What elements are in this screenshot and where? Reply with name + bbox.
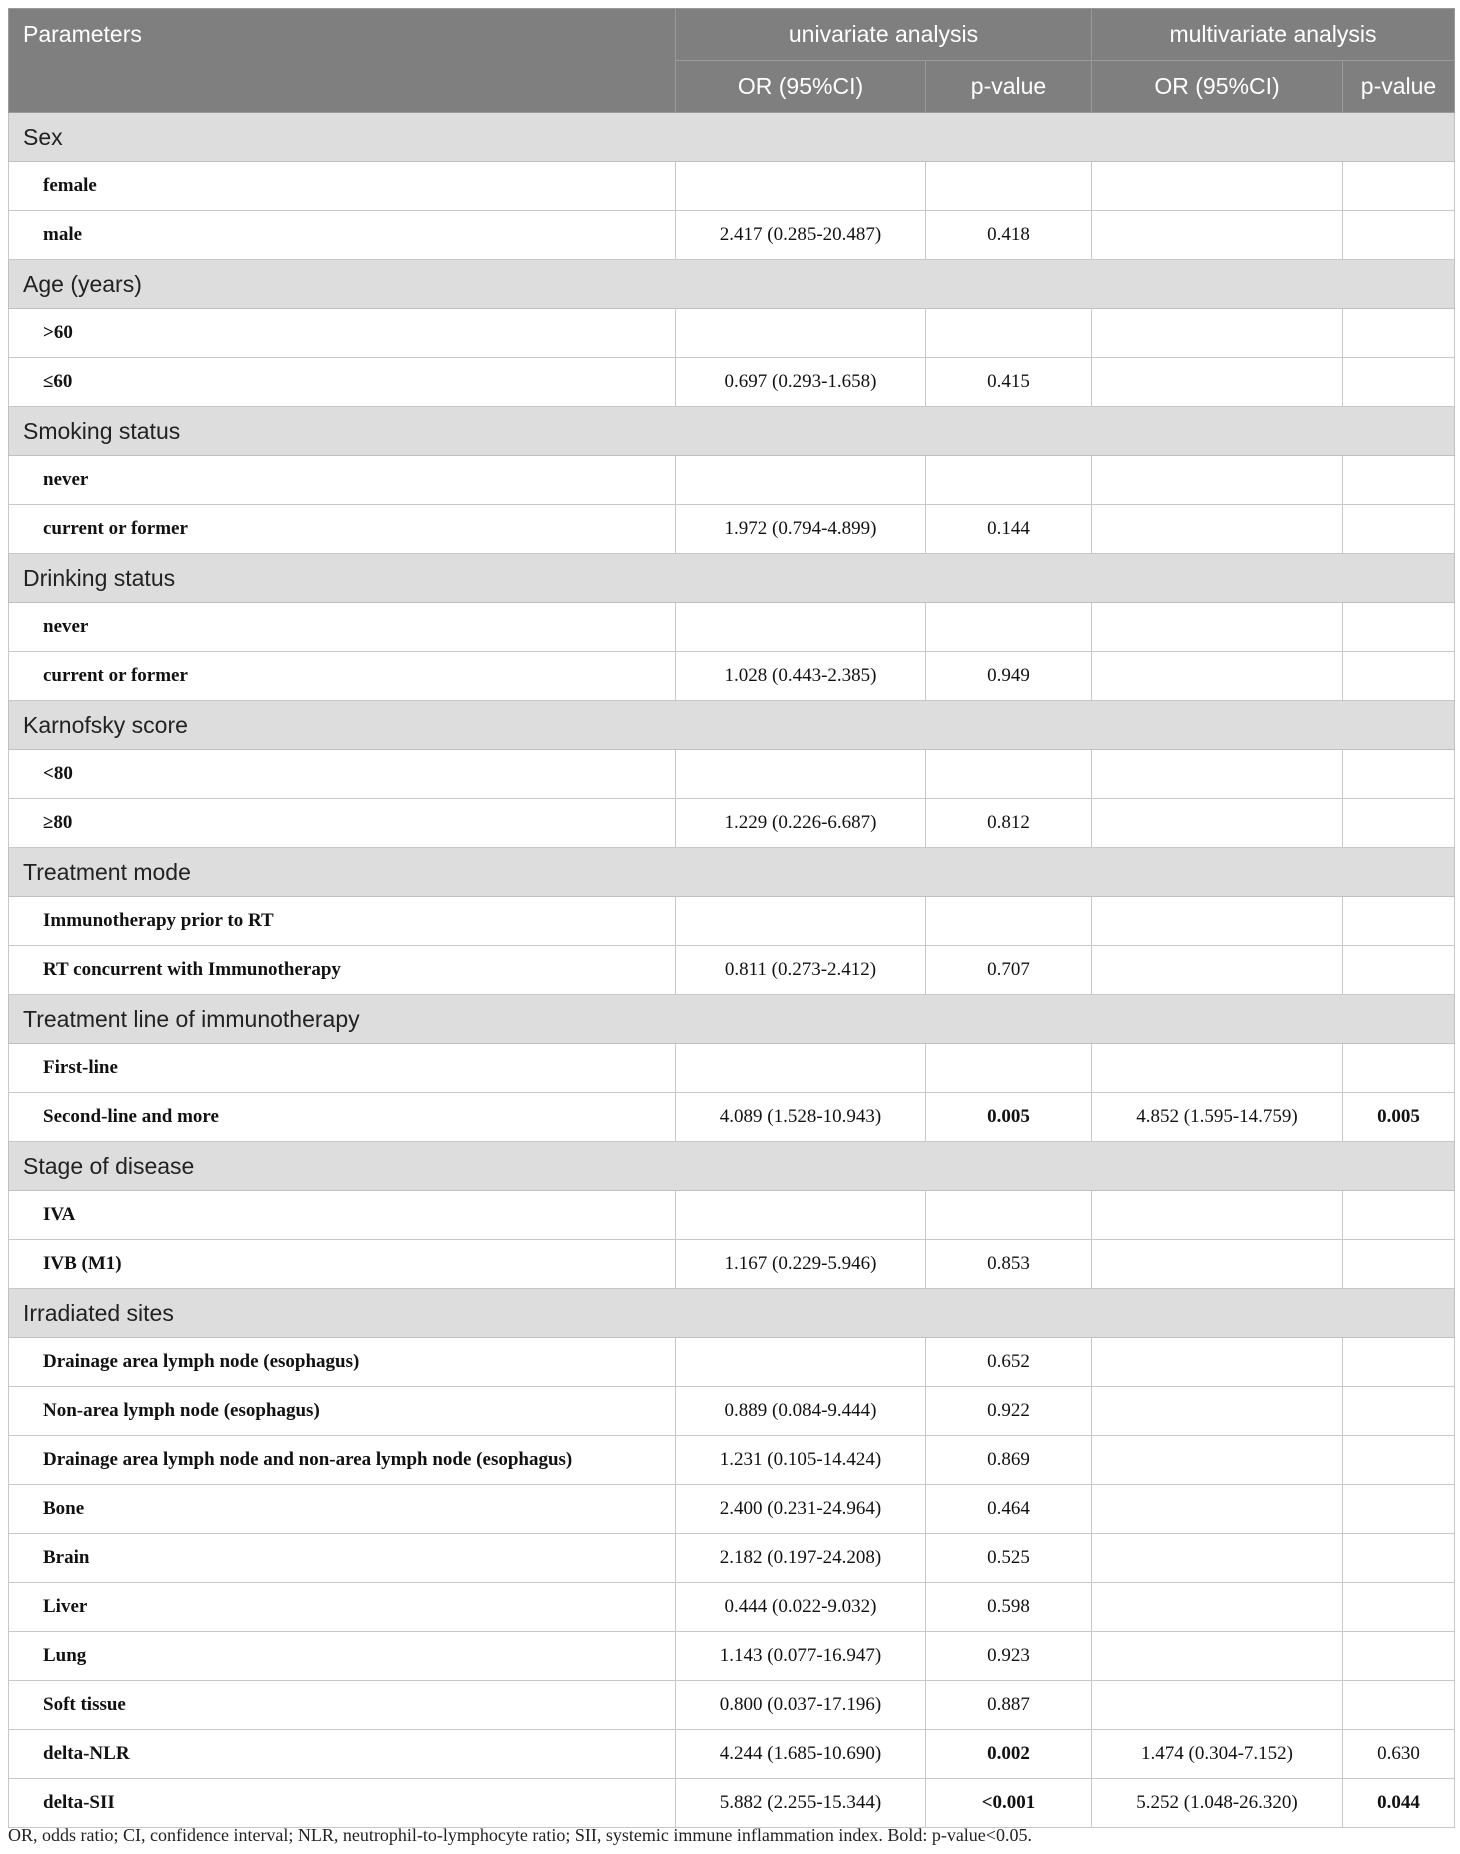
uni-or-cell <box>676 897 926 946</box>
uni-or-cell <box>676 456 926 505</box>
section-row <box>9 1289 1455 1338</box>
section-row <box>9 701 1455 750</box>
table-row <box>9 1632 1455 1681</box>
multi-p-cell: 0.005 <box>1343 1093 1455 1142</box>
uni-or-cell: 1.167 (0.229-5.946) <box>676 1240 926 1289</box>
uni-or-cell <box>676 309 926 358</box>
uni-or-cell: 0.697 (0.293-1.658) <box>676 358 926 407</box>
header-parameters: Parameters <box>9 9 676 113</box>
table-row <box>9 358 1455 407</box>
row-label: current or former <box>9 652 676 701</box>
uni-p-cell: 0.005 <box>926 1093 1092 1142</box>
multi-or-cell <box>1092 1338 1343 1387</box>
multi-or-cell <box>1092 1583 1343 1632</box>
uni-or-cell: 0.889 (0.084-9.444) <box>676 1387 926 1436</box>
uni-p-cell: 0.418 <box>926 211 1092 260</box>
table-row <box>9 1485 1455 1534</box>
multi-p-cell <box>1343 1436 1455 1485</box>
uni-or-cell: 2.417 (0.285-20.487) <box>676 211 926 260</box>
table-row <box>9 1779 1455 1828</box>
uni-or-cell: 0.444 (0.022-9.032) <box>676 1583 926 1632</box>
multi-or-cell: 4.852 (1.595-14.759) <box>1092 1093 1343 1142</box>
row-label: Drainage area lymph node (esophagus) <box>9 1338 676 1387</box>
multi-p-cell <box>1343 162 1455 211</box>
multi-or-cell <box>1092 211 1343 260</box>
table-footnote: OR, odds ratio; CI, confidence interval; NLR, neutrophil-to-lymphocyte ratio; SII, systemic immune inflammation index. Bold: p-value<0.05. <box>8 1825 1032 1845</box>
regression-table <box>8 8 1455 1828</box>
table-row <box>9 652 1455 701</box>
uni-or-cell <box>676 603 926 652</box>
multi-or-cell <box>1092 652 1343 701</box>
uni-p-cell <box>926 750 1092 799</box>
uni-p-cell: 0.812 <box>926 799 1092 848</box>
multi-or-cell <box>1092 897 1343 946</box>
multi-p-cell <box>1343 1583 1455 1632</box>
section-title: Irradiated sites <box>9 1289 1455 1338</box>
multi-p-cell <box>1343 1387 1455 1436</box>
uni-or-cell: 0.811 (0.273-2.412) <box>676 946 926 995</box>
uni-p-cell <box>926 1044 1092 1093</box>
section-title: Smoking status <box>9 407 1455 456</box>
uni-p-cell: 0.144 <box>926 505 1092 554</box>
multi-p-cell <box>1343 1191 1455 1240</box>
uni-or-cell: 1.231 (0.105-14.424) <box>676 1436 926 1485</box>
uni-or-cell: 2.400 (0.231-24.964) <box>676 1485 926 1534</box>
header-multi-p: p-value <box>1343 61 1455 113</box>
header-multi-or: OR (95%CI) <box>1092 61 1343 113</box>
multi-p-cell <box>1343 897 1455 946</box>
uni-or-cell: 1.972 (0.794-4.899) <box>676 505 926 554</box>
table-row <box>9 456 1455 505</box>
table-row <box>9 1044 1455 1093</box>
multi-or-cell <box>1092 1240 1343 1289</box>
multi-or-cell <box>1092 799 1343 848</box>
uni-p-cell: 0.415 <box>926 358 1092 407</box>
table-row <box>9 1338 1455 1387</box>
multi-p-cell <box>1343 1681 1455 1730</box>
header-row-top <box>9 9 1455 61</box>
table-row <box>9 1240 1455 1289</box>
table-row <box>9 1191 1455 1240</box>
multi-p-cell <box>1343 1338 1455 1387</box>
section-title: Drinking status <box>9 554 1455 603</box>
table-row <box>9 897 1455 946</box>
multi-p-cell <box>1343 1632 1455 1681</box>
header-univariate: univariate analysis <box>676 9 1092 61</box>
uni-p-cell: <0.001 <box>926 1779 1092 1828</box>
row-label: Lung <box>9 1632 676 1681</box>
uni-p-cell: 0.869 <box>926 1436 1092 1485</box>
multi-or-cell <box>1092 1044 1343 1093</box>
multi-p-cell <box>1343 799 1455 848</box>
row-label: current or former <box>9 505 676 554</box>
row-label: Non-area lymph node (esophagus) <box>9 1387 676 1436</box>
table-row <box>9 162 1455 211</box>
multi-p-cell <box>1343 1240 1455 1289</box>
uni-or-cell <box>676 162 926 211</box>
section-title: Sex <box>9 113 1455 162</box>
table-row <box>9 1583 1455 1632</box>
uni-or-cell: 4.089 (1.528-10.943) <box>676 1093 926 1142</box>
row-label: Immunotherapy prior to RT <box>9 897 676 946</box>
row-label: RT concurrent with Immunotherapy <box>9 946 676 995</box>
uni-p-cell: 0.923 <box>926 1632 1092 1681</box>
multi-or-cell <box>1092 358 1343 407</box>
table-row <box>9 1093 1455 1142</box>
table-row <box>9 309 1455 358</box>
row-label: IVA <box>9 1191 676 1240</box>
row-label: >60 <box>9 309 676 358</box>
uni-p-cell: 0.598 <box>926 1583 1092 1632</box>
section-row <box>9 995 1455 1044</box>
uni-p-cell: 0.887 <box>926 1681 1092 1730</box>
row-label: ≥80 <box>9 799 676 848</box>
uni-or-cell <box>676 750 926 799</box>
table-row <box>9 1730 1455 1779</box>
multi-p-cell <box>1343 505 1455 554</box>
table-row <box>9 750 1455 799</box>
multi-or-cell <box>1092 1191 1343 1240</box>
row-label: IVB (M1) <box>9 1240 676 1289</box>
multi-or-cell <box>1092 1534 1343 1583</box>
section-row <box>9 1142 1455 1191</box>
row-label: Soft tissue <box>9 1681 676 1730</box>
uni-p-cell <box>926 162 1092 211</box>
multi-p-cell <box>1343 211 1455 260</box>
header-uni-p: p-value <box>926 61 1092 113</box>
section-title: Stage of disease <box>9 1142 1455 1191</box>
multi-or-cell <box>1092 1436 1343 1485</box>
multi-or-cell <box>1092 946 1343 995</box>
multi-p-cell <box>1343 652 1455 701</box>
uni-or-cell: 1.229 (0.226-6.687) <box>676 799 926 848</box>
uni-p-cell: 0.707 <box>926 946 1092 995</box>
uni-p-cell: 0.853 <box>926 1240 1092 1289</box>
uni-p-cell: 0.922 <box>926 1387 1092 1436</box>
multi-or-cell <box>1092 505 1343 554</box>
table-row <box>9 603 1455 652</box>
uni-p-cell: 0.002 <box>926 1730 1092 1779</box>
multi-p-cell <box>1343 750 1455 799</box>
table-row <box>9 1681 1455 1730</box>
section-title: Treatment line of immunotherapy <box>9 995 1455 1044</box>
multi-or-cell <box>1092 1387 1343 1436</box>
uni-or-cell <box>676 1338 926 1387</box>
multi-or-cell <box>1092 750 1343 799</box>
table-row <box>9 211 1455 260</box>
table-row <box>9 505 1455 554</box>
uni-p-cell <box>926 603 1092 652</box>
row-label: never <box>9 603 676 652</box>
multi-or-cell <box>1092 603 1343 652</box>
multi-or-cell <box>1092 1485 1343 1534</box>
uni-or-cell <box>676 1191 926 1240</box>
section-row <box>9 554 1455 603</box>
uni-p-cell: 0.949 <box>926 652 1092 701</box>
uni-or-cell: 2.182 (0.197-24.208) <box>676 1534 926 1583</box>
table-body <box>9 113 1455 1828</box>
row-label: delta-NLR <box>9 1730 676 1779</box>
section-title: Karnofsky score <box>9 701 1455 750</box>
multi-p-cell <box>1343 603 1455 652</box>
uni-or-cell: 0.800 (0.037-17.196) <box>676 1681 926 1730</box>
uni-p-cell <box>926 897 1092 946</box>
row-label: <80 <box>9 750 676 799</box>
multi-p-cell <box>1343 358 1455 407</box>
multi-p-cell <box>1343 1485 1455 1534</box>
row-label: Brain <box>9 1534 676 1583</box>
uni-p-cell: 0.525 <box>926 1534 1092 1583</box>
row-label: Bone <box>9 1485 676 1534</box>
section-row <box>9 113 1455 162</box>
multi-or-cell <box>1092 162 1343 211</box>
multi-or-cell <box>1092 456 1343 505</box>
uni-p-cell: 0.464 <box>926 1485 1092 1534</box>
section-row <box>9 407 1455 456</box>
row-label: Drainage area lymph node and non-area lymph node (esophagus) <box>9 1436 676 1485</box>
multi-or-cell <box>1092 1632 1343 1681</box>
header-uni-or: OR (95%CI) <box>676 61 926 113</box>
table-row <box>9 946 1455 995</box>
table-row <box>9 1534 1455 1583</box>
multi-or-cell: 1.474 (0.304-7.152) <box>1092 1730 1343 1779</box>
uni-or-cell: 5.882 (2.255-15.344) <box>676 1779 926 1828</box>
uni-p-cell <box>926 309 1092 358</box>
section-row <box>9 260 1455 309</box>
table-row <box>9 1387 1455 1436</box>
multi-p-cell <box>1343 309 1455 358</box>
multi-p-cell <box>1343 1534 1455 1583</box>
row-label: delta-SII <box>9 1779 676 1828</box>
uni-or-cell: 1.028 (0.443-2.385) <box>676 652 926 701</box>
uni-p-cell <box>926 456 1092 505</box>
row-label: female <box>9 162 676 211</box>
multi-p-cell <box>1343 456 1455 505</box>
section-title: Age (years) <box>9 260 1455 309</box>
results-table-container <box>8 8 1454 1828</box>
row-label: male <box>9 211 676 260</box>
multi-p-cell <box>1343 1044 1455 1093</box>
table-row <box>9 799 1455 848</box>
row-label: First-line <box>9 1044 676 1093</box>
row-label: never <box>9 456 676 505</box>
uni-p-cell <box>926 1191 1092 1240</box>
multi-or-cell: 5.252 (1.048-26.320) <box>1092 1779 1343 1828</box>
multi-or-cell <box>1092 1681 1343 1730</box>
section-title: Treatment mode <box>9 848 1455 897</box>
row-label: Liver <box>9 1583 676 1632</box>
table-header <box>9 9 1455 113</box>
row-label: Second-line and more <box>9 1093 676 1142</box>
multi-p-cell <box>1343 946 1455 995</box>
multi-p-cell: 0.630 <box>1343 1730 1455 1779</box>
uni-or-cell <box>676 1044 926 1093</box>
uni-p-cell: 0.652 <box>926 1338 1092 1387</box>
uni-or-cell: 4.244 (1.685-10.690) <box>676 1730 926 1779</box>
uni-or-cell: 1.143 (0.077-16.947) <box>676 1632 926 1681</box>
section-row <box>9 848 1455 897</box>
multi-p-cell: 0.044 <box>1343 1779 1455 1828</box>
header-multivariate: multivariate analysis <box>1092 9 1455 61</box>
table-row <box>9 1436 1455 1485</box>
row-label: ≤60 <box>9 358 676 407</box>
multi-or-cell <box>1092 309 1343 358</box>
